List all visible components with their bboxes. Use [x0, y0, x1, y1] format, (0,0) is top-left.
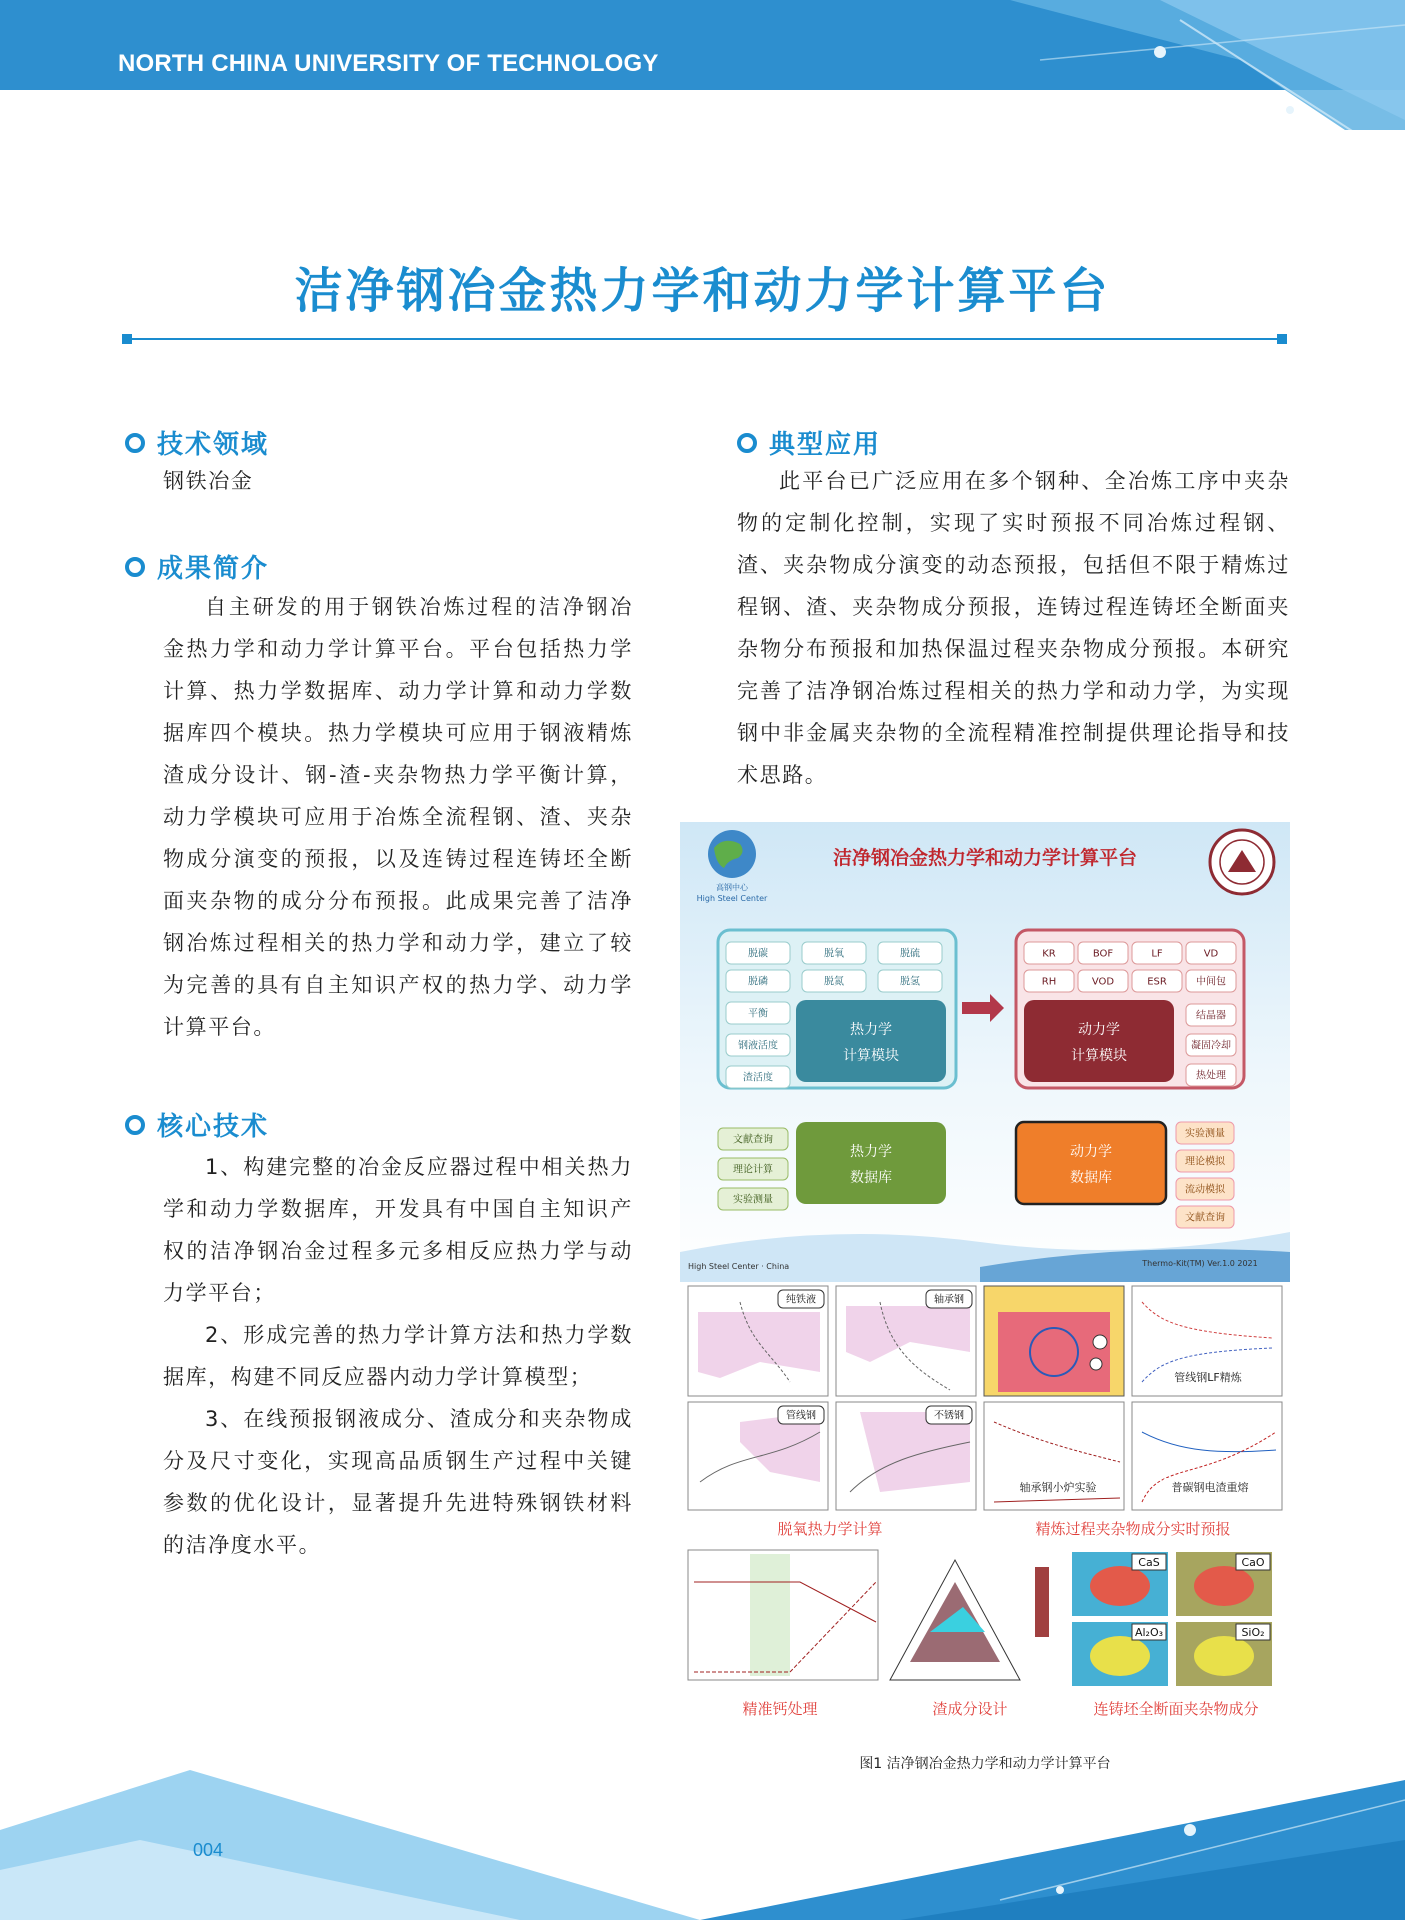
- thermo-item: [726, 970, 790, 992]
- thermo-item-label: 脱硫: [900, 948, 920, 960]
- thermo-db-item: [718, 1158, 788, 1180]
- plot-tag-label: 纯铁液: [786, 1294, 816, 1306]
- kinetic-db-item-label: 流动模拟: [1185, 1184, 1225, 1196]
- thermo-db-item: [718, 1188, 788, 1210]
- kinetic-item-label: BOF: [1092, 948, 1114, 960]
- plot-tag: [1162, 1478, 1258, 1496]
- thermo-db-item: [718, 1128, 788, 1150]
- circle-bullet-icon: [737, 433, 757, 453]
- kinetic-db-item: [1176, 1122, 1234, 1144]
- thermo-item: [726, 942, 790, 964]
- kinetic-calc-module: [1024, 1000, 1174, 1082]
- module-label: 计算模块: [1071, 1048, 1127, 1064]
- thermo-item-label: 渣活度: [743, 1072, 773, 1084]
- plot-tag: [1010, 1478, 1106, 1496]
- diagram-title: 洁净钢冶金热力学和动力学计算平台: [832, 847, 1138, 869]
- kinetic-item-label: LF: [1151, 948, 1163, 960]
- kinetic-item-label: ESR: [1147, 976, 1167, 988]
- module-label: 计算模块: [843, 1048, 899, 1064]
- kinetic-db-item: [1176, 1150, 1234, 1172]
- kinetic-database: [1016, 1122, 1166, 1204]
- plot-tag-label: 轴承钢小炉实验: [1019, 1480, 1097, 1494]
- title-divider: [122, 333, 1287, 345]
- kinetic-item-label: 凝固冷却: [1191, 1040, 1231, 1052]
- institution-name: NORTH CHINA UNIVERSITY OF TECHNOLOGY: [118, 50, 659, 77]
- paragraph: 3、在线预报钢液成分、渣成分和夹杂物成分及尺寸变化，实现高品质钢生产过程中关键参数的优化设计，显著提升先进特殊钢铁材料的洁净度水平。: [163, 1407, 633, 1557]
- thermo-item: [802, 942, 866, 964]
- kinetic-item: [1078, 970, 1128, 992]
- diagram-footer-left: High Steel Center · China: [688, 1262, 790, 1271]
- module-label: 热力学: [850, 1022, 892, 1038]
- thermo-db-item-label: 实验测量: [733, 1194, 773, 1206]
- thermo-item-label: 钢液活度: [738, 1040, 778, 1052]
- globe-logo-icon: [708, 830, 756, 878]
- circle-bullet-icon: [125, 557, 145, 577]
- section-map-label: CaO: [1241, 1556, 1265, 1569]
- kinetic-item-label: RH: [1041, 976, 1057, 988]
- section-heading-label: 技术领域: [157, 430, 270, 460]
- kinetic-item: [1186, 942, 1236, 964]
- plot-tag: [778, 1406, 824, 1424]
- kinetic-item: [1186, 970, 1236, 992]
- section-core-heading: [125, 1106, 269, 1143]
- diagram-footer-right: Thermo-Kit(TM) Ver.1.0 2021: [1142, 1259, 1258, 1268]
- plots-collage: [680, 1282, 1290, 1732]
- section-map-tile: [1072, 1552, 1168, 1616]
- logo-label-en: High Steel Center: [696, 894, 768, 903]
- thermo-item: [878, 970, 942, 992]
- paragraph: 2、形成完善的热力学计算方法和热力学数据库，构建不同反应器内动力学计算模型；: [163, 1323, 633, 1389]
- platform-diagram: [680, 822, 1290, 1282]
- thermo-item: [802, 970, 866, 992]
- kinetic-item: [1132, 970, 1182, 992]
- section-heading-label: 典型应用: [769, 430, 882, 460]
- thermo-database: [796, 1122, 946, 1204]
- kinetic-item-label: VOD: [1091, 976, 1115, 988]
- figure-caption: 图1 洁净钢冶金热力学和动力学计算平台: [859, 1756, 1111, 1772]
- kinetic-db-item: [1176, 1206, 1234, 1228]
- paragraph: 自主研发的用于钢铁冶炼过程的洁净钢冶金热力学和动力学计算平台。平台包括热力学计算、热力学数据库、动力学计算和动力学数据库四个模块。热力学模块可应用于钢液精炼渣成分设计、钢-渣-夹杂物热力学平衡计算，动力学模块可应用于冶炼全流程钢、渣、夹杂物成分演变的预报，以及连铸过程连铸坯全断面夹杂物的成分分布预报。此成果完善了洁净钢冶炼过程相关的热力学和动力学，建立了较为完善的具有自主知识产权的热力学、动力学计算平台。: [163, 595, 633, 1039]
- module-label: 数据库: [1070, 1170, 1112, 1186]
- kinetic-item-label: KR: [1042, 948, 1056, 960]
- section-map-tile: [1072, 1622, 1168, 1686]
- logo-label-cn: 高钢中心: [716, 883, 748, 892]
- plot-tag-label: 普碳钢电渣重熔: [1171, 1480, 1249, 1494]
- group-label: 精炼过程夹杂物成分实时预报: [1035, 1520, 1231, 1538]
- plot-tag: [778, 1290, 824, 1308]
- module-label: 动力学: [1070, 1144, 1112, 1160]
- section-heading-label: 核心技术: [157, 1112, 270, 1142]
- kinetic-item: [1024, 942, 1074, 964]
- thermo-item-label: 脱氮: [824, 976, 844, 988]
- section-map-tile: [1176, 1552, 1272, 1616]
- section-map-label: Al₂O₃: [1134, 1626, 1164, 1639]
- thermo-item-label: 脱氧: [824, 948, 844, 960]
- section-summary-body: [163, 586, 633, 1048]
- section-map-tile: [1176, 1622, 1272, 1686]
- thermo-item: [726, 1034, 790, 1056]
- group-label: 脱氧热力学计算: [777, 1520, 883, 1538]
- kinetic-item-label: VD: [1203, 948, 1219, 960]
- section-application-body: [737, 460, 1290, 796]
- kinetic-db-item-label: 理论模拟: [1185, 1156, 1225, 1168]
- university-seal-icon: [1210, 830, 1274, 894]
- paragraph: 1、构建完整的冶金反应器过程中相关热力学和动力学数据库，开发具有中国自主知识产权的洁净钢冶金过程多元多相反应热力学与动力学平台；: [163, 1155, 633, 1305]
- section-field-heading: [125, 424, 269, 461]
- thermo-item: [878, 942, 942, 964]
- kinetic-db-item-label: 实验测量: [1185, 1128, 1225, 1140]
- plot-tag: [1160, 1368, 1256, 1386]
- thermo-item-label: 平衡: [748, 1008, 768, 1020]
- thermo-item: [726, 1002, 790, 1024]
- section-application-heading: [737, 424, 881, 461]
- section-heading-label: 成果简介: [157, 554, 270, 584]
- paragraph: 此平台已广泛应用在多个钢种、全冶炼工序中夹杂物的定制化控制，实现了实时预报不同冶炼过程钢、渣、夹杂物成分演变的动态预报，包括但不限于精炼过程钢、渣、夹杂物成分预报，连铸过程连铸坯全断面夹杂物分布预报和加热保温过程夹杂物成分预报。本研究完善了洁净钢冶炼过程相关的热力学和动力学，为实现钢中非金属夹杂物的全流程精准控制提供理论指导和技术思路。: [737, 469, 1290, 787]
- circle-bullet-icon: [125, 433, 145, 453]
- group-label: 渣成分设计: [932, 1700, 1008, 1718]
- page-number: 004: [193, 1840, 224, 1860]
- module-label: 数据库: [850, 1170, 892, 1186]
- kinetic-db-item: [1176, 1178, 1234, 1200]
- module-label: 热力学: [850, 1144, 892, 1160]
- plot-tag-label: 不锈钢: [934, 1410, 964, 1422]
- thermo-item-label: 脱磷: [748, 976, 768, 988]
- kinetic-db-item-label: 文献查询: [1185, 1212, 1225, 1224]
- section-core-body: [163, 1146, 633, 1566]
- thermo-db-item-label: 文献查询: [733, 1134, 773, 1146]
- thermo-db-item-label: 理论计算: [733, 1164, 773, 1176]
- circle-bullet-icon: [125, 1115, 145, 1135]
- plot-tag: [926, 1406, 972, 1424]
- group-label: 连铸坯全断面夹杂物成分: [1093, 1700, 1259, 1718]
- kinetic-item-label: 结晶器: [1196, 1010, 1226, 1022]
- thermo-calc-module: [796, 1000, 946, 1082]
- plot-tag-label: 轴承钢: [934, 1294, 964, 1306]
- section-summary-heading: [125, 548, 269, 585]
- kinetic-item: [1024, 970, 1074, 992]
- kinetic-item: [1186, 1064, 1236, 1086]
- plot-tag: [926, 1290, 972, 1308]
- thermo-db-items: [718, 1128, 788, 1210]
- kinetic-item: [1186, 1034, 1236, 1056]
- kinetic-item: [1186, 1004, 1236, 1026]
- kinetic-item-label: 热处理: [1196, 1070, 1226, 1082]
- ladle-simulation: [984, 1286, 1124, 1396]
- module-label: 动力学: [1078, 1022, 1120, 1038]
- section-field-text: 钢铁冶金: [163, 469, 254, 493]
- kinetic-item: [1132, 942, 1182, 964]
- section-map-label: CaS: [1138, 1556, 1160, 1569]
- calcium-treatment-plot: [688, 1550, 878, 1680]
- plot-tag-label: 管线钢: [786, 1410, 816, 1422]
- section-map-label: SiO₂: [1241, 1626, 1265, 1639]
- kinetic-item: [1078, 942, 1128, 964]
- thermo-item: [726, 1066, 790, 1088]
- thermo-item-label: 脱碳: [748, 948, 768, 960]
- thermo-item-label: 脱氢: [900, 976, 920, 988]
- kinetic-item-label: 中间包: [1196, 976, 1226, 988]
- page-title: 洁净钢冶金热力学和动力学计算平台: [294, 263, 1111, 319]
- group-label: 精准钙处理: [742, 1700, 818, 1718]
- plot-tag-label: 管线钢LF精炼: [1174, 1370, 1242, 1384]
